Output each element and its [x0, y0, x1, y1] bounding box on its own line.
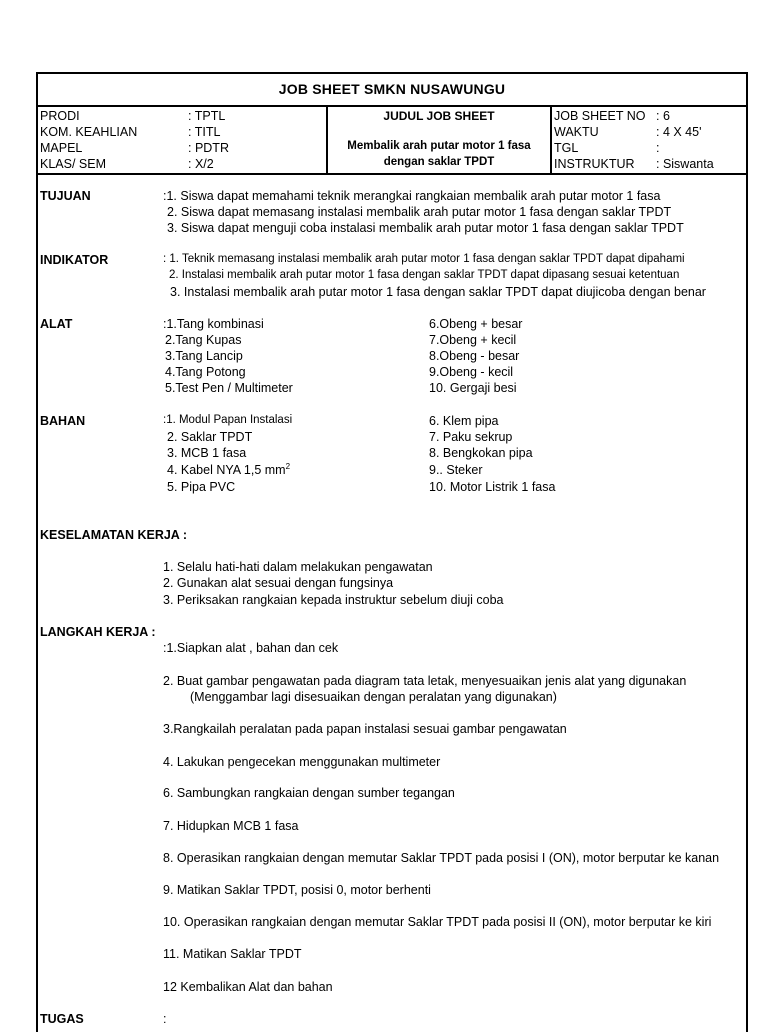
tugas-label: TUGAS	[40, 1012, 84, 1026]
alat-item-10: 10. Gergaji besi	[429, 381, 517, 395]
indikator-label: INDIKATOR	[40, 253, 109, 267]
mapel-value: : PDTR	[188, 141, 229, 155]
tgl-label: TGL	[554, 141, 579, 155]
header-left	[38, 107, 326, 173]
alat-item-1: :1.Tang kombinasi	[163, 317, 264, 331]
alat-item-5: 5.Test Pen / Multimeter	[165, 381, 293, 395]
tujuan-label: TUJUAN	[40, 189, 91, 203]
langkah-item-7: 7. Hidupkan MCB 1 fasa	[163, 819, 299, 833]
indikator-item-1: : 1. Teknik memasang instalasi membalik arah putar motor 1 fasa dengan saklar TPDT dapat dipahami	[163, 253, 685, 265]
keselamatan-item-2: 2. Gunakan alat sesuai dengan fungsinya	[163, 576, 394, 590]
langkah-item-10: 10. Operasikan rangkaian dengan memutar Saklar TPDT pada posisi II (ON), motor berputar ke kiri	[163, 915, 712, 929]
langkah-item-2: 2. Buat gambar pengawatan pada diagram tata letak, menyesuaikan jenis alat yang digunakan	[163, 674, 687, 688]
indikator-item-2: 2. Instalasi membalik arah putar motor 1 fasa dengan saklar TPDT dapat dipasang sesuai ketentuan	[169, 269, 680, 281]
langkah-item-2-note: (Menggambar lagi disesuaikan dengan peralatan yang digunakan)	[190, 690, 557, 704]
bahan-item-5: 5. Pipa PVC	[167, 480, 236, 494]
alat-item-8: 8.Obeng - besar	[429, 349, 520, 363]
prodi-label: PRODI	[40, 109, 80, 123]
instruktur-label: INSTRUKTUR	[554, 157, 635, 171]
bahan-item-8: 8. Bengkokan pipa	[429, 446, 533, 460]
tujuan-item-3: 3. Siswa dapat menguji coba instalasi membalik arah putar motor 1 fasa dengan saklar TPDT	[167, 221, 684, 235]
alat-item-6: 6.Obeng + besar	[429, 317, 523, 331]
kabel-superscript: 2	[285, 462, 291, 471]
header-right	[552, 107, 748, 173]
klas-sem-label: KLAS/ SEM	[40, 157, 106, 171]
bahan-item-10: 10. Motor Listrik 1 fasa	[429, 480, 556, 494]
judul-line-1: Membalik arah putar motor 1 fasa	[347, 140, 531, 152]
header-table	[38, 107, 746, 175]
langkah-item-3: 3.Rangkailah peralatan pada papan instalasi sesuai gambar pengawatan	[163, 722, 567, 736]
alat-item-7: 7.Obeng + kecil	[429, 333, 517, 347]
keselamatan-item-1: 1. Selalu hati-hati dalam melakukan pengawatan	[163, 560, 433, 574]
keselamatan-item-3: 3. Periksakan rangkaian kepada instruktur sebelum diuji coba	[163, 593, 504, 607]
bahan-item-4: 4. Kabel NYA 1,5 $mm^2$	[167, 462, 291, 478]
alat-item-9: 9.Obeng - kecil	[429, 365, 514, 379]
langkah-item-9: 9. Matikan Saklar TPDT, posisi 0, motor berhenti	[163, 883, 431, 897]
keselamatan-label: KESELAMATAN KERJA :	[40, 528, 187, 542]
tgl-value: :	[656, 141, 660, 155]
langkah-item-8: 8. Operasikan rangkaian dengan memutar Saklar TPDT pada posisi I (ON), motor berputar ke kanan	[163, 851, 720, 865]
alat-item-2: 2.Tang Kupas	[165, 333, 242, 347]
langkah-item-12: 12 Kembalikan Alat dan bahan	[163, 980, 333, 994]
kom-keahlian-value: : TITL	[188, 125, 221, 139]
langkah-item-11: 11. Matikan Saklar TPDT	[163, 947, 302, 961]
sheet-title: JOB SHEET SMKN NUSAWUNGU	[38, 74, 746, 107]
job-sheet-no-value: : 6	[656, 109, 670, 123]
bahan-item-7: 7. Paku sekrup	[429, 430, 513, 444]
judul-label: JUDUL JOB SHEET	[383, 109, 495, 123]
langkah-item-6: 6. Sambungkan rangkaian dengan sumber tegangan	[163, 786, 455, 800]
waktu-value: : 4 X 45'	[656, 125, 702, 139]
waktu-label: WAKTU	[554, 125, 599, 139]
bahan-item-1: :1. Modul Papan Instalasi	[163, 414, 293, 426]
klas-sem-value: : X/2	[188, 157, 214, 171]
indikator-item-3: 3. Instalasi membalik arah putar motor 1 fasa dengan saklar TPDT dapat diujicoba dengan benar	[170, 285, 706, 299]
bahan-item-9: 9.. Steker	[429, 463, 483, 477]
langkah-item-4: 4. Lakukan pengecekan menggunakan multimeter	[163, 755, 441, 769]
tujuan-item-1: :1. Siswa dapat memahami teknik merangkai rangkaian membalik arah putar motor 1 fasa	[163, 189, 661, 203]
bahan-item-3: 3. MCB 1 fasa	[167, 446, 247, 460]
langkah-label: LANGKAH KERJA :	[40, 625, 156, 639]
bahan-item-6: 6. Klem pipa	[429, 414, 499, 428]
bahan-label: BAHAN	[40, 414, 86, 428]
alat-item-3: 3.Tang Lancip	[165, 349, 243, 363]
instruktur-value: : Siswanta	[656, 157, 714, 171]
job-sheet-no-label: JOB SHEET NO	[554, 109, 646, 123]
alat-label: ALAT	[40, 317, 73, 331]
tujuan-item-2: 2. Siswa dapat memasang instalasi membalik arah putar motor 1 fasa dengan saklar TPDT	[167, 205, 672, 219]
kom-keahlian-label: KOM. KEAHLIAN	[40, 125, 138, 139]
alat-item-4: 4.Tang Potong	[165, 365, 246, 379]
judul-line-2: dengan saklar TPDT	[383, 156, 495, 168]
prodi-value: : TPTL	[188, 109, 226, 123]
mapel-label: MAPEL	[40, 141, 83, 155]
tugas-value: :	[163, 1012, 167, 1026]
langkah-item-1: :1.Siapkan alat , bahan dan cek	[163, 641, 339, 655]
header-judul	[326, 107, 552, 173]
bahan-item-2: 2. Saklar TPDT	[167, 430, 253, 444]
